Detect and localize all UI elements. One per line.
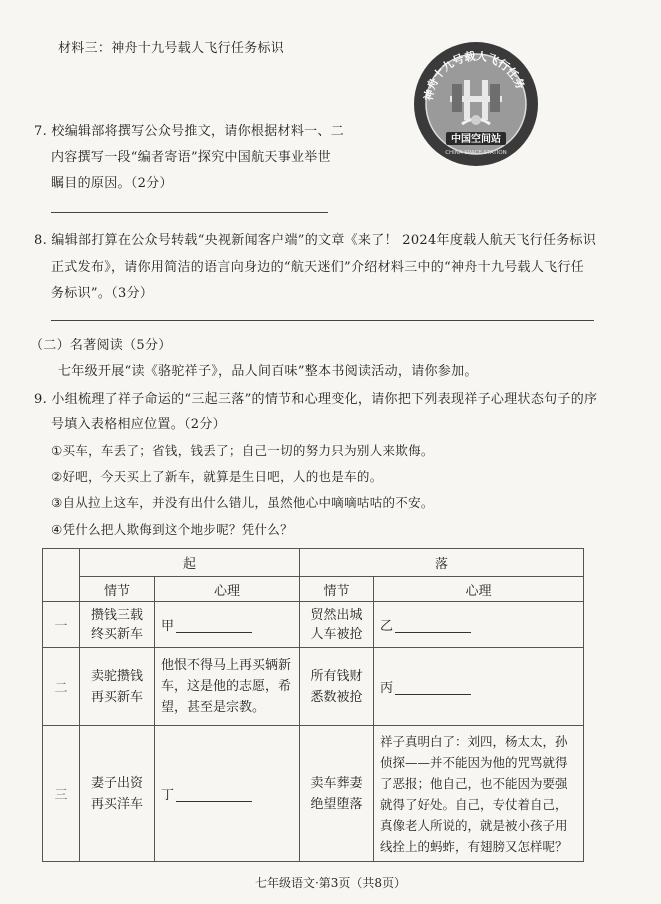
q9-option-1: ①买车，车丢了；省钱，钱丢了；自己一切的努力只为别人来欺侮。 bbox=[51, 443, 434, 458]
logo-ring-text: 神舟十九号载人飞行任务 bbox=[421, 49, 528, 102]
rise-mind-cell[interactable] bbox=[155, 602, 300, 648]
mission-logo-icon bbox=[412, 40, 540, 168]
blank-label: 甲 bbox=[161, 619, 175, 634]
fall-plot-cell: 贸然出城 人车被抢 bbox=[300, 602, 374, 648]
answer-blank[interactable] bbox=[395, 682, 471, 695]
blank-label: 丁 bbox=[161, 788, 175, 803]
blank-label: 丙 bbox=[380, 681, 394, 696]
q8-line3: 务标识”。（3分） bbox=[51, 286, 154, 301]
table-row bbox=[43, 726, 584, 862]
q7-line1: 7. 校编辑部将撰写公众号推文，请你根据材料一、二 bbox=[34, 124, 345, 139]
answer-blank[interactable] bbox=[395, 620, 471, 633]
table-sub-mind-fall: 心理 bbox=[374, 577, 584, 602]
q9-line1: 9. 小组梳理了祥子命运的“三起三落”的情节和心理变化，请你把下列表现祥子心理状态句子的序 bbox=[34, 392, 598, 407]
table-sub-mind-rise: 心理 bbox=[155, 577, 300, 602]
blank-label: 乙 bbox=[380, 619, 394, 634]
rise-mind-cell: 他恨不得马上再买辆新车，这是他的志愿，希望，甚至是宗教。 bbox=[155, 648, 300, 726]
fall-mind-cell[interactable] bbox=[374, 648, 584, 726]
q7-line3: 瞩目的原因。（2分） bbox=[51, 176, 173, 191]
q9-option-4: ④凭什么把人欺侮到这个地步呢？凭什么？ bbox=[51, 522, 293, 537]
table-row bbox=[43, 648, 584, 726]
q8-answer-line[interactable] bbox=[51, 320, 594, 321]
section2-intro: 七年级开展“读《骆驼祥子》，品人间百味”整本书阅读活动，请你参加。 bbox=[58, 364, 478, 379]
row-number: 二 bbox=[43, 648, 80, 726]
fall-mind-cell: 祥子真明白了：刘四，杨太太，孙侦探——并不能因为他的咒骂就得了恶报；他自己，也不能因为要强就得了好处。自己，专仗着自己，真像老人所说的，就是被小孩子用线拴上的蚂蚱，有翅膀又怎样呢？ bbox=[374, 726, 584, 862]
table-sub-plot-rise: 情节 bbox=[80, 577, 155, 602]
q9-line2: 号填入表格相应位置。（2分） bbox=[51, 417, 226, 432]
logo-center-text: 中国空间站 bbox=[451, 134, 501, 145]
q8-line1: 8. 编辑部打算在公众号转载“央视新闻客户端”的文章《来了！ 2024年度载人航天飞行任务标识 bbox=[34, 233, 597, 248]
logo-bottom-text: CHINA SPACE STATION bbox=[445, 150, 507, 156]
row-number: 一 bbox=[43, 602, 80, 648]
shenzhou-19-mission-logo bbox=[412, 40, 540, 168]
fall-plot-cell: 所有钱财 悉数被抢 bbox=[300, 648, 374, 726]
table-row bbox=[43, 602, 584, 648]
rise-plot-cell: 卖驼攒钱 再买新车 bbox=[80, 648, 155, 726]
fall-plot-cell: 卖车葬妻 绝望堕落 bbox=[300, 726, 374, 862]
q7-answer-line[interactable] bbox=[51, 212, 328, 213]
rise-mind-cell[interactable] bbox=[155, 726, 300, 862]
table-sub-plot-fall: 情节 bbox=[300, 577, 374, 602]
fall-mind-cell[interactable] bbox=[374, 602, 584, 648]
plot-psychology-table bbox=[42, 548, 584, 862]
answer-blank[interactable] bbox=[176, 789, 252, 802]
table-head-rise: 起 bbox=[80, 549, 300, 577]
table-corner-cell bbox=[43, 549, 80, 602]
table-head-fall: 落 bbox=[300, 549, 584, 577]
material3-title: 材料三：神舟十九号载人飞行任务标识 bbox=[58, 41, 285, 56]
page-footer: 七年级语文·第3页（共8页） bbox=[254, 876, 407, 890]
section2-title: （二）名著阅读（5分） bbox=[30, 338, 172, 353]
q8-line2: 正式发布》，请你用简洁的语言向身边的“航天迷们”介绍材料三中的“神舟十九号载人飞行任 bbox=[51, 260, 585, 275]
row-number: 三 bbox=[43, 726, 80, 862]
q7-line2: 内容撰写一段“编者寄语”探究中国航天事业举世 bbox=[51, 150, 331, 165]
q9-option-3: ③自从拉上这车，并没有出什么错儿，虽然他心中嘀嘀咕咕的不安。 bbox=[51, 495, 434, 510]
answer-blank[interactable] bbox=[176, 620, 252, 633]
rise-plot-cell: 妻子出资 再买洋车 bbox=[80, 726, 155, 862]
rise-plot-cell: 攒钱三载 终买新车 bbox=[80, 602, 155, 648]
q9-option-2: ②好吧，今天买上了新车，就算是生日吧，人的也是车的。 bbox=[51, 469, 383, 484]
